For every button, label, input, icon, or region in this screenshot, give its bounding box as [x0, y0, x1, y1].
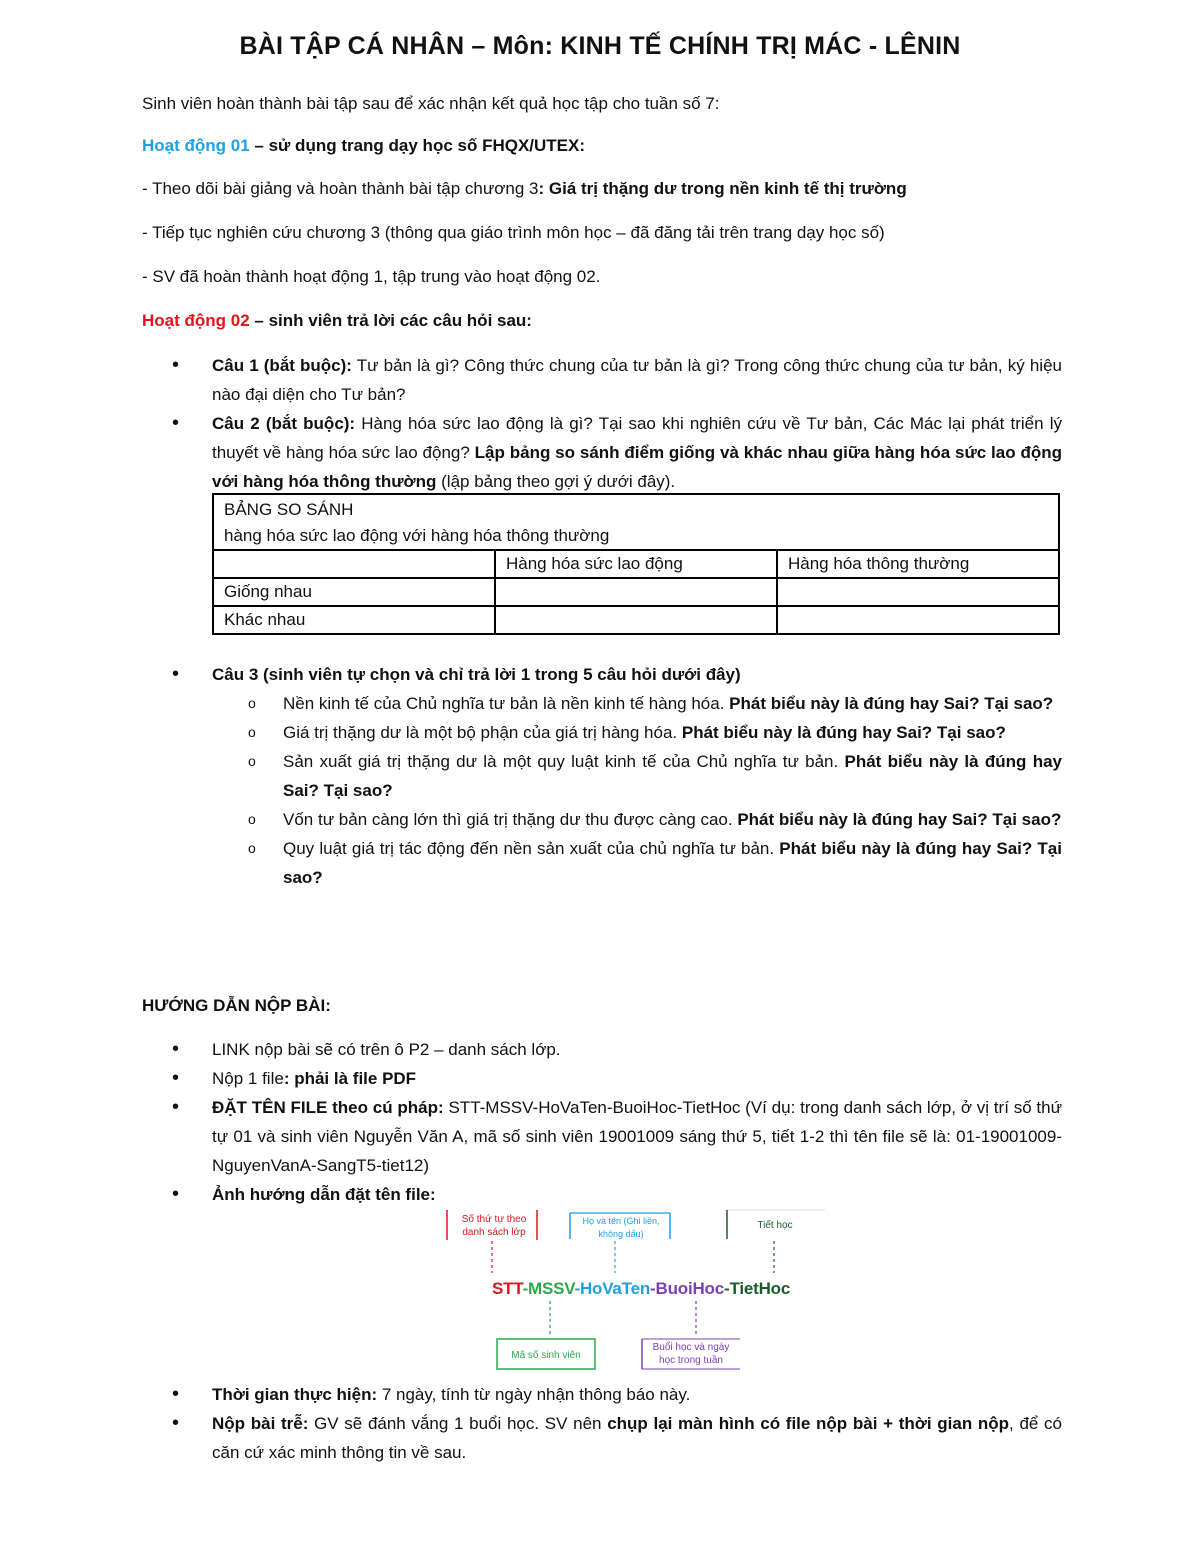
table-col-labor: Hàng hóa sức lao động [495, 550, 777, 578]
guide-heading-text: HƯỚNG DẪN NỘP BÀI: [142, 996, 331, 1015]
activity2-label: Hoạt động 02 [142, 311, 250, 330]
activity1-line1-text: - Theo dõi bài giảng và hoàn thành bài tập chương 3 [142, 179, 539, 198]
option-bold: Phát biểu này là đúng hay Sai? Tại sao? [283, 839, 1062, 887]
activity2-title: – sinh viên trả lời các câu hỏi sau: [249, 311, 532, 330]
guide-time [142, 1380, 1062, 1409]
option-text: Nền kinh tế của Chủ nghĩa tư bản là nền kinh tế hàng hóa. [283, 694, 730, 713]
question-1-text: Tư bản là gì? Công thức chung của tư bản là gì? Trong công thức chung của tư bản, ký hiệu nào đại diện cho Tư bản? [212, 356, 1062, 404]
table-row-same: Giống nhau [213, 578, 495, 606]
question-3-label: Câu 3 (sinh viên tự chọn và chỉ trả lời 1 trong 5 câu hỏi dưới đây) [212, 665, 741, 684]
diagram-stt-label: Số thứ tự theo danh sách lớp [461, 1214, 527, 1238]
formula-tiet: TietHoc [729, 1279, 791, 1298]
question-3-option [142, 747, 1062, 805]
table-cell [777, 578, 1059, 606]
activity1-label: Hoạt động 01 [142, 136, 250, 155]
guide-file [142, 1064, 1062, 1093]
guide-naming [142, 1093, 1062, 1180]
guide-late-text2: , để có căn cứ xác minh thông tin về sau. [212, 1414, 1063, 1462]
formula-name: HoVaTen [579, 1279, 651, 1298]
formula-dash: - [522, 1279, 529, 1298]
diagram-mssv-label: Mã số sinh viên [511, 1350, 581, 1361]
guide-naming-text: STT-MSSV-HoVaTen-BuoiHoc-TietHoc (Ví dụ: trong danh sách lớp, ở vị trí số thứ tự 01 và sinh viên Nguyễn Văn A, mã số sinh viên 19001009 sáng thứ 5, tiết 1-2 thì tên file sẽ là: 01-19001009-NguyenVanA-SangT5-tiet12) [212, 1098, 1062, 1175]
table-cell [777, 606, 1059, 634]
question-3-option [142, 805, 1062, 834]
question-2-label: Câu 2 (bắt buộc): [212, 414, 356, 433]
question-1 [142, 351, 1062, 409]
page-title: BÀI TẬP CÁ NHÂN – Môn: KINH TẾ CHÍNH TRỊ MÁC - LÊNIN [239, 32, 961, 60]
option-bold: Phát biểu này là đúng hay Sai? Tại sao? [283, 752, 1063, 800]
table-head-title: BẢNG SO SÁNH [224, 500, 354, 519]
activity1-line3: - SV đã hoàn thành hoạt động 1, tập trung vào hoạt động 02. [142, 267, 601, 286]
option-text: Quy luật giá trị tác động đến nền sản xuất của chủ nghĩa tư bản. [283, 839, 780, 858]
diagram-tiet-label: Tiết học [757, 1220, 793, 1231]
table-cell [495, 606, 777, 634]
guide-list [142, 1035, 1062, 1209]
table-col-normal: Hàng hóa thông thường [777, 550, 1059, 578]
intro-text: Sinh viên hoàn thành bài tập sau để xác nhận kết quả học tập cho tuần số 7: [142, 94, 720, 113]
formula-stt: STT [492, 1279, 523, 1298]
guide-late [142, 1409, 1062, 1467]
activity1-heading [142, 132, 1062, 160]
table-cell-empty [213, 550, 495, 578]
question-3-option [142, 834, 1062, 892]
guide-time-bold: Thời gian thực hiện: [212, 1385, 378, 1404]
formula-mssv: MSSV [528, 1279, 575, 1298]
diagram-name-label: Họ và tên (Ghi liền, không dấu) [582, 1216, 660, 1239]
file-naming-diagram [440, 1205, 830, 1375]
activity1-line2: - Tiếp tục nghiên cứu chương 3 (thông qua giáo trình môn học – đã đăng tải trên trang dạy học số) [142, 223, 885, 242]
table-row-diff: Khác nhau [213, 606, 495, 634]
guide-late-text: GV sẽ đánh vắng 1 buổi học. SV nên [308, 1414, 608, 1433]
file-name-formula [492, 1279, 790, 1299]
question-1-label: Câu 1 (bắt buộc): [212, 356, 352, 375]
formula-buoi: BuoiHoc [655, 1279, 724, 1298]
guide-link: • LINK nộp bài sẽ có trên ô P2 – danh sách lớp. [142, 1035, 1062, 1064]
diagram-buoi-label: Buổi học và ngày học trong tuần [652, 1342, 730, 1366]
formula-dash: - [650, 1279, 656, 1298]
option-bold: Phát biểu này là đúng hay Sai? Tại sao? [681, 723, 1006, 742]
guide-late-bold2: chụp lại màn hình có file nộp bài + thời gian nộp [607, 1414, 1010, 1433]
guide-heading [142, 992, 1062, 1020]
question-2-bold: Lập bảng so sánh điểm giống và khác nhau giữa hàng hóa sức lao động với hàng hóa thông thường [212, 443, 1062, 491]
activity1-line1 [142, 175, 1062, 203]
option-bold: Phát biểu này là đúng hay Sai? Tại sao? [729, 694, 1054, 713]
guide-list-2 [142, 1380, 1062, 1467]
table-head-subtitle: hàng hóa sức lao động với hàng hóa thông thường [224, 526, 610, 545]
table-head [213, 494, 1059, 550]
formula-dash: - [724, 1279, 730, 1298]
guide-file-text: Nộp 1 file [212, 1069, 284, 1088]
guide-image-label-text: Ảnh hướng dẫn đặt tên file: [212, 1185, 436, 1204]
option-text: Sản xuất giá trị thặng dư là một quy luật kinh tế của Chủ nghĩa tư bản. [283, 752, 845, 771]
question-2 [142, 409, 1062, 496]
comparison-table [212, 493, 1060, 635]
guide-late-bold: Nộp bài trễ: [212, 1414, 309, 1433]
question-3-option [142, 689, 1062, 718]
activity1-line1-bold: : Giá trị thặng dư trong nền kinh tế thị trường [538, 179, 907, 198]
option-text: Giá trị thặng dư là một bộ phận của giá trị hàng hóa. [283, 723, 682, 742]
questions-list-1 [142, 351, 1062, 496]
questions-list-3 [142, 660, 1062, 892]
activity1-title: – sử dụng trang dạy học số FHQX/UTEX: [249, 136, 586, 155]
guide-naming-bold: ĐẶT TÊN FILE theo cú pháp: [212, 1098, 444, 1117]
table-cell [495, 578, 777, 606]
activity2-heading [142, 307, 1062, 335]
question-3 [142, 660, 1062, 689]
option-text: Vốn tư bản càng lớn thì giá trị thặng dư thu được càng cao. [283, 810, 738, 829]
question-2-text: Hàng hóa sức lao động là gì? Tại sao khi nghiên cứu về Tư bản, Các Mác lại phát triển lý thuyết về hàng hóa sức lao động? [212, 414, 1062, 462]
guide-time-text: 7 ngày, tính từ ngày nhận thông báo này. [377, 1385, 691, 1404]
guide-file-bold: : phải là file PDF [283, 1069, 417, 1088]
option-bold: Phát biểu này là đúng hay Sai? Tại sao? [737, 810, 1062, 829]
question-2-text2: (lập bảng theo gợi ý dưới đây). [436, 472, 676, 491]
formula-dash: - [574, 1279, 580, 1298]
question-3-option [142, 718, 1062, 747]
